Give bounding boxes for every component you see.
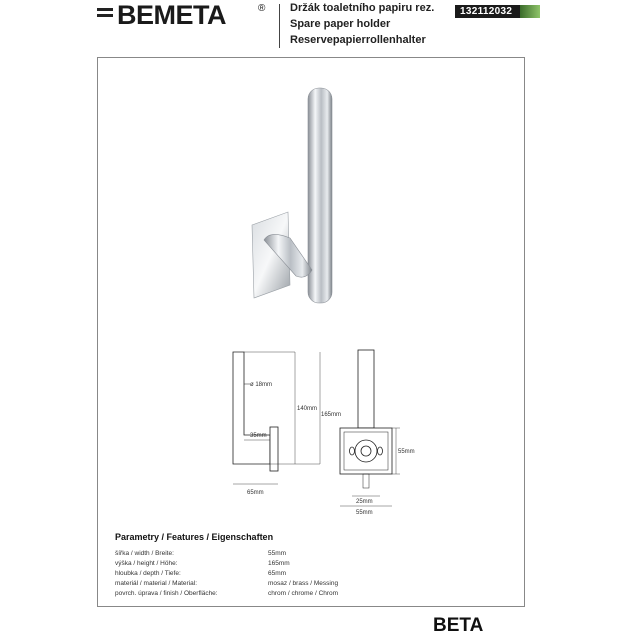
series-name: BETA: [433, 615, 484, 636]
title-czech: Držák toaletního papiru rez.: [290, 2, 435, 14]
param-value-depth: 65mm: [268, 570, 287, 577]
param-value-material: mosaz / brass / Messing: [268, 580, 339, 587]
front-view-drawing: [330, 340, 440, 520]
param-label-height: výška / height / Höhe:: [115, 560, 178, 567]
product-photo: [240, 80, 360, 310]
header-divider: [279, 4, 280, 48]
param-value-finish: chrom / chrome / Chrom: [268, 590, 339, 597]
dim-diameter: ø 18mm: [250, 382, 273, 388]
param-label-width: šířka / width / Breite:: [115, 550, 174, 557]
code-accent-bar: [520, 5, 540, 18]
dim-140: 140mm: [297, 406, 318, 412]
set-screw: [363, 474, 369, 488]
side-view-drawing: [220, 340, 342, 500]
param-value-width: 55mm: [268, 550, 287, 557]
param-label-finish: povrch. úprava / finish / Oberfläche:: [115, 590, 218, 597]
product-code: 132112032: [455, 5, 540, 18]
title-german: Reservepapierrollenhalter: [290, 34, 426, 46]
param-value-height: 165mm: [268, 560, 290, 567]
param-label-depth: hloubka / depth / Tiefe:: [115, 570, 181, 577]
dim-65: 65mm: [247, 490, 264, 496]
registered-mark: ®: [258, 3, 266, 14]
side-profile: [233, 352, 273, 464]
dim-25: 25mm: [356, 499, 373, 505]
dim-35: 35mm: [250, 433, 267, 439]
bemeta-logo: [97, 2, 267, 32]
front-plate: [340, 428, 392, 474]
brand-name: BEMETA: [117, 0, 226, 30]
logo-stripes-icon: [97, 8, 113, 23]
front-rod: [358, 350, 374, 428]
dim-55-height: 55mm: [398, 449, 415, 455]
params-heading: Parametry / Features / Eigenschaften: [115, 532, 274, 542]
dim-55-width: 55mm: [356, 510, 373, 516]
dim-165: 165mm: [321, 412, 342, 418]
side-plate: [270, 427, 278, 471]
title-english: Spare paper holder: [290, 18, 391, 30]
param-label-material: materiál / material / Material:: [115, 580, 197, 587]
